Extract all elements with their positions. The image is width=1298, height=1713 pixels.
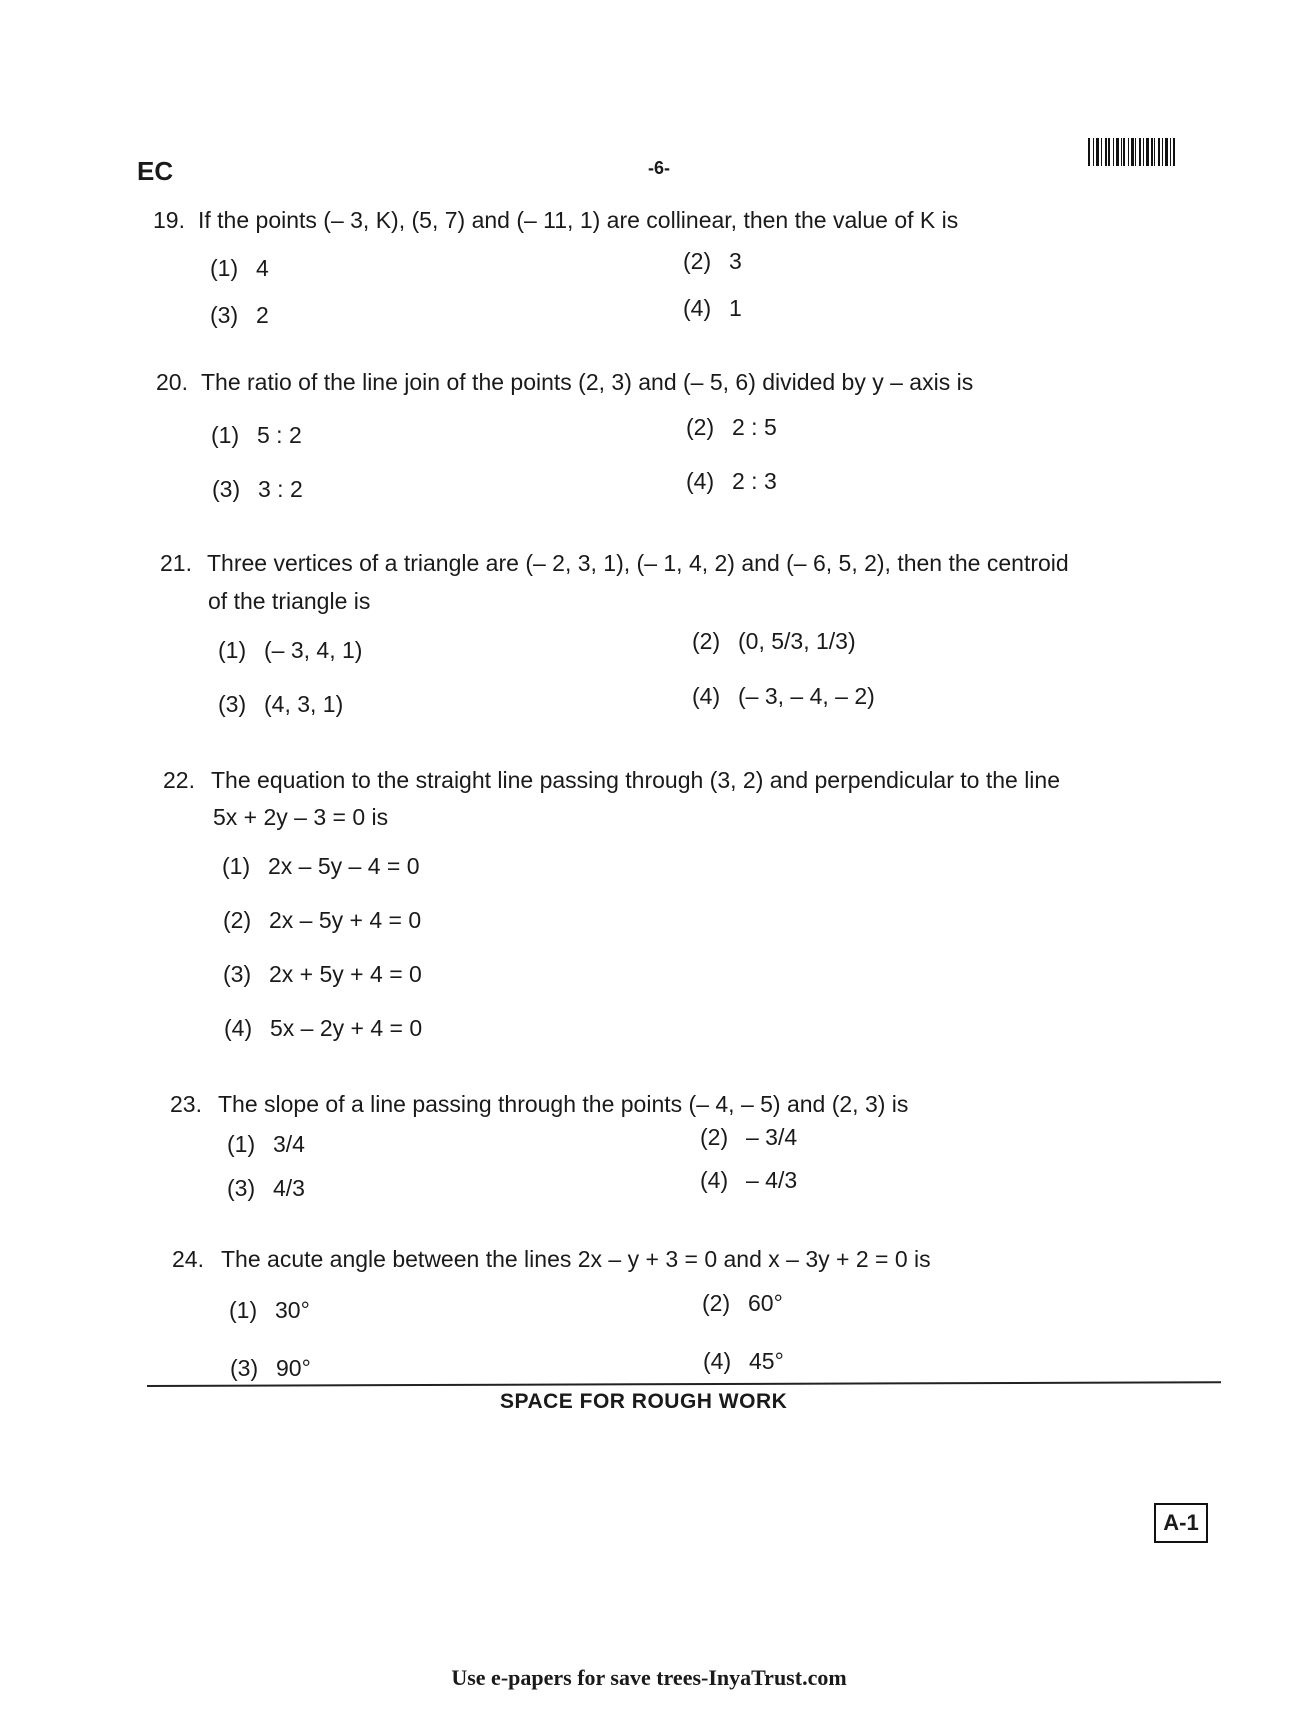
option-2: (2) 60° [702,1290,783,1316]
question-number: 24. [172,1246,204,1272]
page-number: -6- [648,158,670,178]
question-text: The equation to the straight line passing through (3, 2) and perpendicular to the line [211,767,1061,793]
option-3: (3) 3 : 2 [212,476,303,502]
option-1: (1) 3/4 [227,1131,305,1157]
question-number: 20. [156,369,188,395]
option-4: (4) 45° [703,1348,784,1374]
question-text: The ratio of the line join of the points (2, 3) and (– 5, 6) divided by y – axis is [201,369,974,395]
option-1: (1) 30° [229,1297,310,1323]
paper-code: EC [137,156,174,186]
option-2: (2) 3 [683,248,742,274]
option-2: (2) – 3/4 [700,1124,798,1150]
option-4: (4) 5x – 2y + 4 = 0 [224,1015,423,1041]
option-1: (1) (– 3, 4, 1) [218,637,363,663]
option-3: (3) 90° [230,1355,311,1381]
question-text: The acute angle between the lines 2x – y + 3 = 0 and x – 3y + 2 = 0 is [221,1246,931,1272]
question-text: If the points (– 3, K), (5, 7) and (– 11, 1) are collinear, then the value of K is [198,207,959,233]
option-3: (3) (4, 3, 1) [218,691,344,717]
option-3: (3) 2 [210,302,269,328]
option-3: (3) 4/3 [227,1175,305,1201]
option-4: (4) (– 3, – 4, – 2) [692,683,875,709]
option-1: (1) 2x – 5y – 4 = 0 [222,853,420,879]
question-text-continued: 5x + 2y – 3 = 0 is [213,804,389,830]
option-2: (2) 2 : 5 [686,414,777,440]
option-4: (4) – 4/3 [700,1167,798,1193]
option-3: (3) 2x + 5y + 4 = 0 [223,961,422,987]
option-4: (4) 2 : 3 [686,468,777,494]
question-number: 23. [170,1091,202,1117]
footer-text: Use e-papers for save trees-InyaTrust.com [451,1665,847,1690]
option-1: (1) 5 : 2 [211,422,302,448]
question-text: The slope of a line passing through the points (– 4, – 5) and (2, 3) is [218,1091,909,1117]
option-1: (1) 4 [210,255,269,281]
question-number: 21. [160,550,192,576]
question-number: 22. [163,767,195,793]
option-2: (2) (0, 5/3, 1/3) [692,628,856,654]
set-label: A-1 [1154,1503,1208,1543]
barcode [1088,138,1186,166]
divider-line [147,1381,1221,1387]
question-number: 19. [153,207,185,233]
question-text-continued: of the triangle is [208,588,371,614]
option-4: (4) 1 [683,295,742,321]
option-2: (2) 2x – 5y + 4 = 0 [223,907,422,933]
rough-work-label: SPACE FOR ROUGH WORK [500,1390,788,1413]
question-text: Three vertices of a triangle are (– 2, 3, 1), (– 1, 4, 2) and (– 6, 5, 2), then the centroid [207,550,1069,576]
